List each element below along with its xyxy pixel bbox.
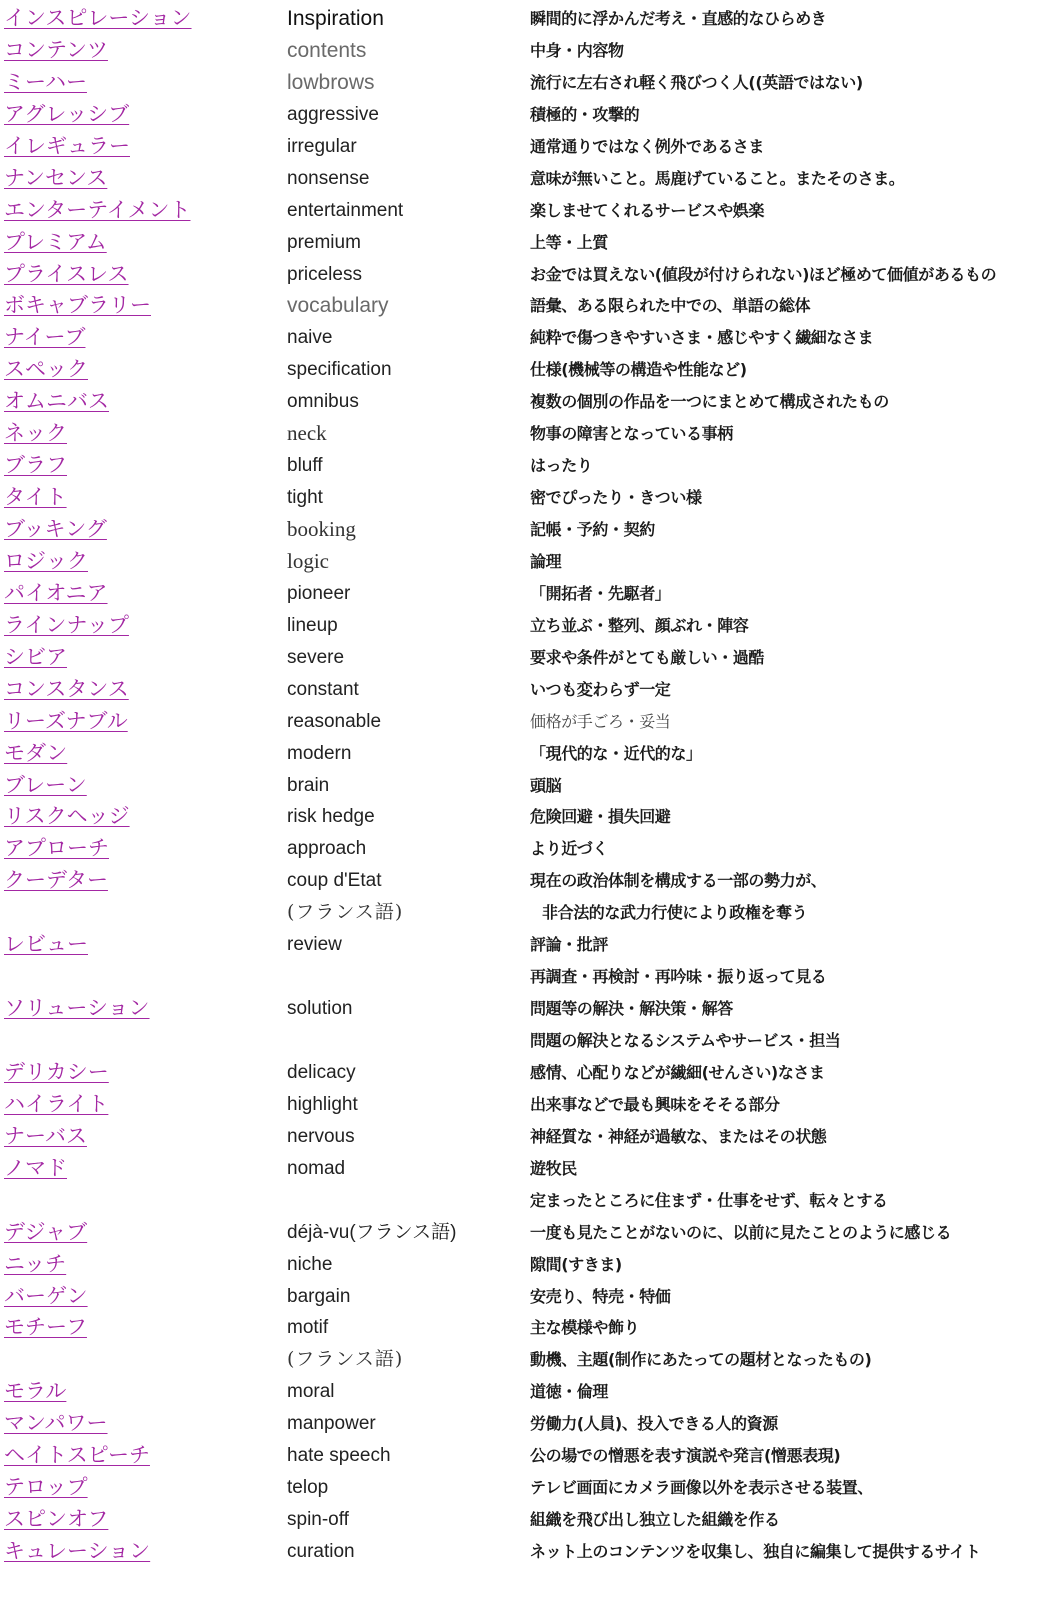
japanese-meaning: 要求や条件がとても厳しい・過酷: [530, 647, 765, 667]
glossary-row: [0, 1185, 1043, 1217]
english-term: déjà-vu(フランス語): [287, 1221, 457, 1243]
japanese-meaning: 道徳・倫理: [530, 1382, 609, 1402]
katakana-term-link[interactable]: ナーバス: [4, 1123, 87, 1148]
english-term: brain: [287, 774, 330, 796]
glossary-row: [0, 706, 1043, 738]
english-term: entertainment: [287, 199, 404, 221]
japanese-meaning: 公の場での憎悪を表す演説や発言(憎悪表現): [530, 1446, 841, 1466]
glossary-row: [0, 35, 1043, 67]
japanese-meaning: 評論・批評: [530, 935, 609, 955]
japanese-meaning: 危険回避・損失回避: [530, 807, 671, 827]
japanese-meaning: 神経質な・神経が過敏な、またはその状態: [530, 1126, 827, 1146]
japanese-meaning: 非合法的な武力行使により政権を奪う: [542, 903, 808, 923]
glossary-row: [0, 929, 1043, 961]
glossary-row: [0, 1536, 1043, 1568]
katakana-term-link[interactable]: マンパワー: [4, 1411, 108, 1436]
japanese-meaning: 頭脳: [530, 775, 562, 795]
japanese-meaning: 物事の障害となっている事柄: [530, 424, 733, 444]
english-term: nervous: [287, 1125, 355, 1147]
katakana-term-link[interactable]: リスクヘッジ: [4, 804, 130, 829]
english-term: moral: [287, 1381, 335, 1403]
katakana-term-link[interactable]: エンターテイメント: [4, 197, 191, 222]
glossary-row: [0, 354, 1043, 386]
english-term: niche: [287, 1253, 333, 1275]
glossary-row: [0, 1249, 1043, 1281]
japanese-meaning: 密でぴったり・きつい様: [530, 488, 702, 508]
katakana-term-link[interactable]: ハイライト: [4, 1091, 109, 1116]
english-term: review: [287, 934, 342, 956]
japanese-meaning: ネット上のコンテンツを収集し、独自に編集して提供するサイト: [530, 1542, 981, 1561]
english-term: nonsense: [287, 167, 370, 189]
japanese-meaning: 組織を飛び出し独立した組織を作る: [530, 1510, 780, 1530]
glossary-row: [0, 3, 1043, 35]
katakana-term-link[interactable]: ソリューション: [4, 996, 150, 1021]
glossary-row: [0, 642, 1043, 674]
katakana-term-link[interactable]: ヘイトスピーチ: [4, 1443, 150, 1468]
japanese-meaning: 一度も見たことがないのに、以前に見たことのように感じる: [530, 1222, 952, 1242]
katakana-term-link[interactable]: ナンセンス: [4, 165, 108, 190]
english-term: bluff: [287, 455, 323, 477]
glossary-row: [0, 259, 1043, 291]
japanese-meaning: 主な模様や飾り: [530, 1318, 640, 1338]
english-term: priceless: [287, 263, 362, 285]
english-term: contents: [287, 38, 367, 62]
japanese-meaning: いつも変わらず一定: [530, 679, 671, 699]
katakana-term-link[interactable]: モラル: [4, 1379, 67, 1404]
japanese-meaning: 瞬間的に浮かんだ考え・直感的なひらめき: [530, 9, 827, 28]
english-term: booking: [287, 517, 356, 541]
english-term: manpower: [287, 1413, 376, 1435]
glossary-row: [0, 770, 1043, 802]
glossary-row: [0, 1025, 1043, 1057]
katakana-term-link[interactable]: リーズナブル: [4, 708, 128, 733]
glossary-row: [0, 67, 1043, 99]
glossary-row: [0, 578, 1043, 610]
glossary-row: [0, 1089, 1043, 1121]
japanese-meaning: 「現代的な・近代的な」: [530, 743, 702, 763]
english-term: (フランス語): [287, 1348, 404, 1371]
glossary-row: [0, 1472, 1043, 1504]
japanese-meaning: 感情、心配りなどが繊細(せんさい)なさま: [530, 1062, 825, 1082]
japanese-meaning: 純粋で傷つきやすいさま・感じやすく繊細なさま: [530, 328, 874, 348]
glossary-row: [0, 386, 1043, 418]
english-term: modern: [287, 742, 352, 764]
katakana-term-link[interactable]: アプローチ: [4, 836, 109, 861]
english-term: naive: [287, 327, 333, 349]
glossary-row: [0, 1121, 1043, 1153]
english-term: highlight: [287, 1093, 358, 1115]
katakana-term-link[interactable]: キュレーション: [4, 1539, 151, 1563]
english-term: nomad: [287, 1157, 346, 1179]
english-term: bargain: [287, 1285, 351, 1307]
katakana-term-link[interactable]: ニッチ: [4, 1251, 67, 1276]
english-term: specification: [287, 359, 392, 381]
glossary-row: [0, 674, 1043, 706]
glossary-row: [0, 1376, 1043, 1408]
japanese-meaning: より近づく: [530, 839, 609, 859]
japanese-meaning: 労働力(人員)、投入できる人的資源: [530, 1414, 778, 1434]
glossary-row: [0, 482, 1043, 514]
katakana-term-link[interactable]: デジャブ: [4, 1219, 88, 1244]
japanese-meaning: お金では買えない(値段が付けられない)ほど極めて価値があるもの: [530, 264, 997, 284]
japanese-meaning: 記帳・予約・契約: [530, 520, 655, 539]
katakana-term-link[interactable]: タイト: [4, 485, 67, 510]
english-term: coup d'Etat: [287, 870, 382, 892]
english-term: telop: [287, 1477, 329, 1499]
english-term: logic: [287, 548, 329, 573]
japanese-meaning: 語彙、ある限られた中での、単語の総体: [530, 296, 811, 316]
japanese-meaning: 出来事などで最も興味をそそる部分: [530, 1094, 780, 1114]
english-term: omnibus: [287, 391, 359, 413]
english-term: aggressive: [287, 103, 379, 125]
english-term: (フランス語): [287, 901, 404, 924]
glossary-row: [0, 99, 1043, 131]
katakana-term-link[interactable]: プライスレス: [4, 261, 129, 286]
english-term: lineup: [287, 614, 338, 636]
katakana-term-link[interactable]: レビュー: [4, 932, 88, 957]
glossary-row: [0, 131, 1043, 163]
glossary-row: [0, 227, 1043, 259]
glossary-row: [0, 1153, 1043, 1185]
katakana-term-link[interactable]: モチーフ: [4, 1315, 87, 1340]
glossary-row: [0, 418, 1043, 450]
glossary-row: [0, 1440, 1043, 1472]
glossary-row: [0, 1057, 1043, 1089]
katakana-term-link[interactable]: オムニバス: [4, 389, 109, 414]
japanese-meaning: 上等・上質: [530, 232, 609, 252]
japanese-meaning: 問題の解決となるシステムやサービス・担当: [530, 1031, 841, 1050]
glossary-row: [0, 1312, 1043, 1344]
japanese-meaning: 立ち並ぶ・整列、顔ぶれ・陣容: [530, 615, 749, 635]
glossary-row: [0, 738, 1043, 770]
glossary-row: [0, 610, 1043, 642]
english-term: solution: [287, 998, 353, 1020]
katakana-term-link[interactable]: ナイーブ: [4, 325, 86, 350]
japanese-meaning: テレビ画面にカメラ画像以外を表示させる装置、: [530, 1478, 873, 1498]
japanese-meaning: 価格が手ごろ・妥当: [530, 711, 671, 731]
japanese-meaning: 意味が無いこと。馬鹿げていること。またそのさま。: [530, 168, 905, 188]
katakana-term-link[interactable]: モダン: [4, 740, 68, 765]
glossary-row: [0, 450, 1043, 482]
japanese-meaning: 遊牧民: [530, 1158, 577, 1178]
katakana-term-link[interactable]: スペック: [4, 357, 88, 382]
katakana-term-link[interactable]: バーゲン: [4, 1283, 88, 1308]
english-term: constant: [287, 678, 359, 700]
katakana-term-link[interactable]: ノマド: [4, 1155, 67, 1180]
glossary-row: [0, 290, 1043, 322]
japanese-meaning: 隙間(すきま): [530, 1254, 622, 1274]
japanese-meaning: 安売り、特売・特価: [530, 1286, 671, 1306]
japanese-meaning: 論理: [530, 551, 562, 571]
glossary-row: [0, 1281, 1043, 1313]
katakana-term-link[interactable]: ブレーン: [4, 772, 87, 797]
glossary-table: [0, 3, 1043, 1568]
glossary-row: [0, 195, 1043, 227]
english-term: spin-off: [287, 1509, 349, 1531]
glossary-row: [0, 514, 1043, 546]
katakana-term-link[interactable]: プレミアム: [4, 229, 107, 254]
english-term: hate speech: [287, 1445, 391, 1467]
katakana-term-link[interactable]: インスピレーション: [4, 6, 192, 30]
glossary-row: [0, 1217, 1043, 1249]
glossary-row: [0, 961, 1043, 993]
glossary-row: [0, 1408, 1043, 1440]
english-term: vocabulary: [287, 294, 389, 318]
katakana-term-link[interactable]: ロジック: [4, 548, 88, 573]
japanese-meaning: 現在の政治体制を構成する一部の勢力が、: [530, 871, 827, 891]
english-term: irregular: [287, 135, 357, 157]
katakana-term-link[interactable]: デリカシー: [4, 1059, 109, 1084]
katakana-term-link[interactable]: ボキャブラリー: [4, 293, 151, 318]
japanese-meaning: 中身・内容物: [530, 40, 624, 60]
japanese-meaning: 問題等の解決・解決策・解答: [530, 999, 733, 1019]
katakana-term-link[interactable]: パイオニア: [4, 580, 108, 605]
japanese-meaning: 楽しませてくれるサービスや娯楽: [530, 200, 765, 220]
katakana-term-link[interactable]: ミーハー: [4, 69, 87, 94]
english-term: lowbrows: [287, 70, 375, 94]
japanese-meaning: 動機、主題(制作にあたっての題材となったもの): [530, 1350, 872, 1370]
english-term: Inspiration: [287, 7, 384, 30]
glossary-row: [0, 322, 1043, 354]
katakana-term-link[interactable]: イレギュラー: [4, 133, 130, 158]
english-term: curation: [287, 1541, 355, 1562]
katakana-term-link[interactable]: コンテンツ: [4, 37, 108, 62]
katakana-term-link[interactable]: ネック: [4, 421, 67, 446]
japanese-meaning: 積極的・攻撃的: [530, 104, 640, 124]
english-term: reasonable: [287, 710, 382, 732]
katakana-term-link[interactable]: スピンオフ: [4, 1507, 109, 1532]
english-term: neck: [287, 421, 327, 446]
japanese-meaning: 定まったところに住まず・仕事をせず、転々とする: [530, 1190, 888, 1210]
glossary-row: [0, 546, 1043, 578]
katakana-term-link[interactable]: アグレッシブ: [4, 101, 130, 126]
katakana-term-link[interactable]: ブッキング: [4, 517, 107, 541]
english-term: risk hedge: [287, 806, 375, 828]
glossary-row: [0, 1344, 1043, 1376]
glossary-row: [0, 163, 1043, 195]
japanese-meaning: 流行に左右され軽く飛びつく人((英語ではない): [530, 72, 863, 92]
english-term: tight: [287, 487, 323, 509]
japanese-meaning: 仕様(機械等の構造や性能など): [530, 360, 747, 380]
japanese-meaning: 再調査・再検討・再吟味・振り返って見る: [530, 967, 827, 987]
japanese-meaning: はったり: [530, 456, 593, 476]
katakana-term-link[interactable]: ラインナップ: [4, 612, 129, 637]
glossary-row: [0, 993, 1043, 1025]
katakana-term-link[interactable]: コンスタンス: [4, 676, 129, 701]
japanese-meaning: 通常通りではなく例外であるさま: [530, 136, 765, 156]
katakana-term-link[interactable]: クーデター: [4, 868, 108, 893]
japanese-meaning: 複数の個別の作品を一つにまとめて構成されたもの: [530, 392, 889, 412]
japanese-meaning: 「開拓者・先駆者」: [530, 583, 671, 603]
glossary-row: [0, 1504, 1043, 1536]
english-term: premium: [287, 231, 361, 253]
english-term: approach: [287, 838, 367, 860]
english-term: severe: [287, 646, 345, 668]
katakana-term-link[interactable]: シビア: [4, 644, 67, 669]
english-term: delicacy: [287, 1061, 356, 1083]
katakana-term-link[interactable]: テロップ: [4, 1475, 88, 1500]
glossary-row: [0, 833, 1043, 865]
english-term: pioneer: [287, 582, 351, 604]
glossary-row: [0, 897, 1043, 929]
glossary-row: [0, 865, 1043, 897]
glossary-row: [0, 801, 1043, 833]
katakana-term-link[interactable]: ブラフ: [4, 453, 67, 478]
english-term: motif: [287, 1317, 329, 1339]
